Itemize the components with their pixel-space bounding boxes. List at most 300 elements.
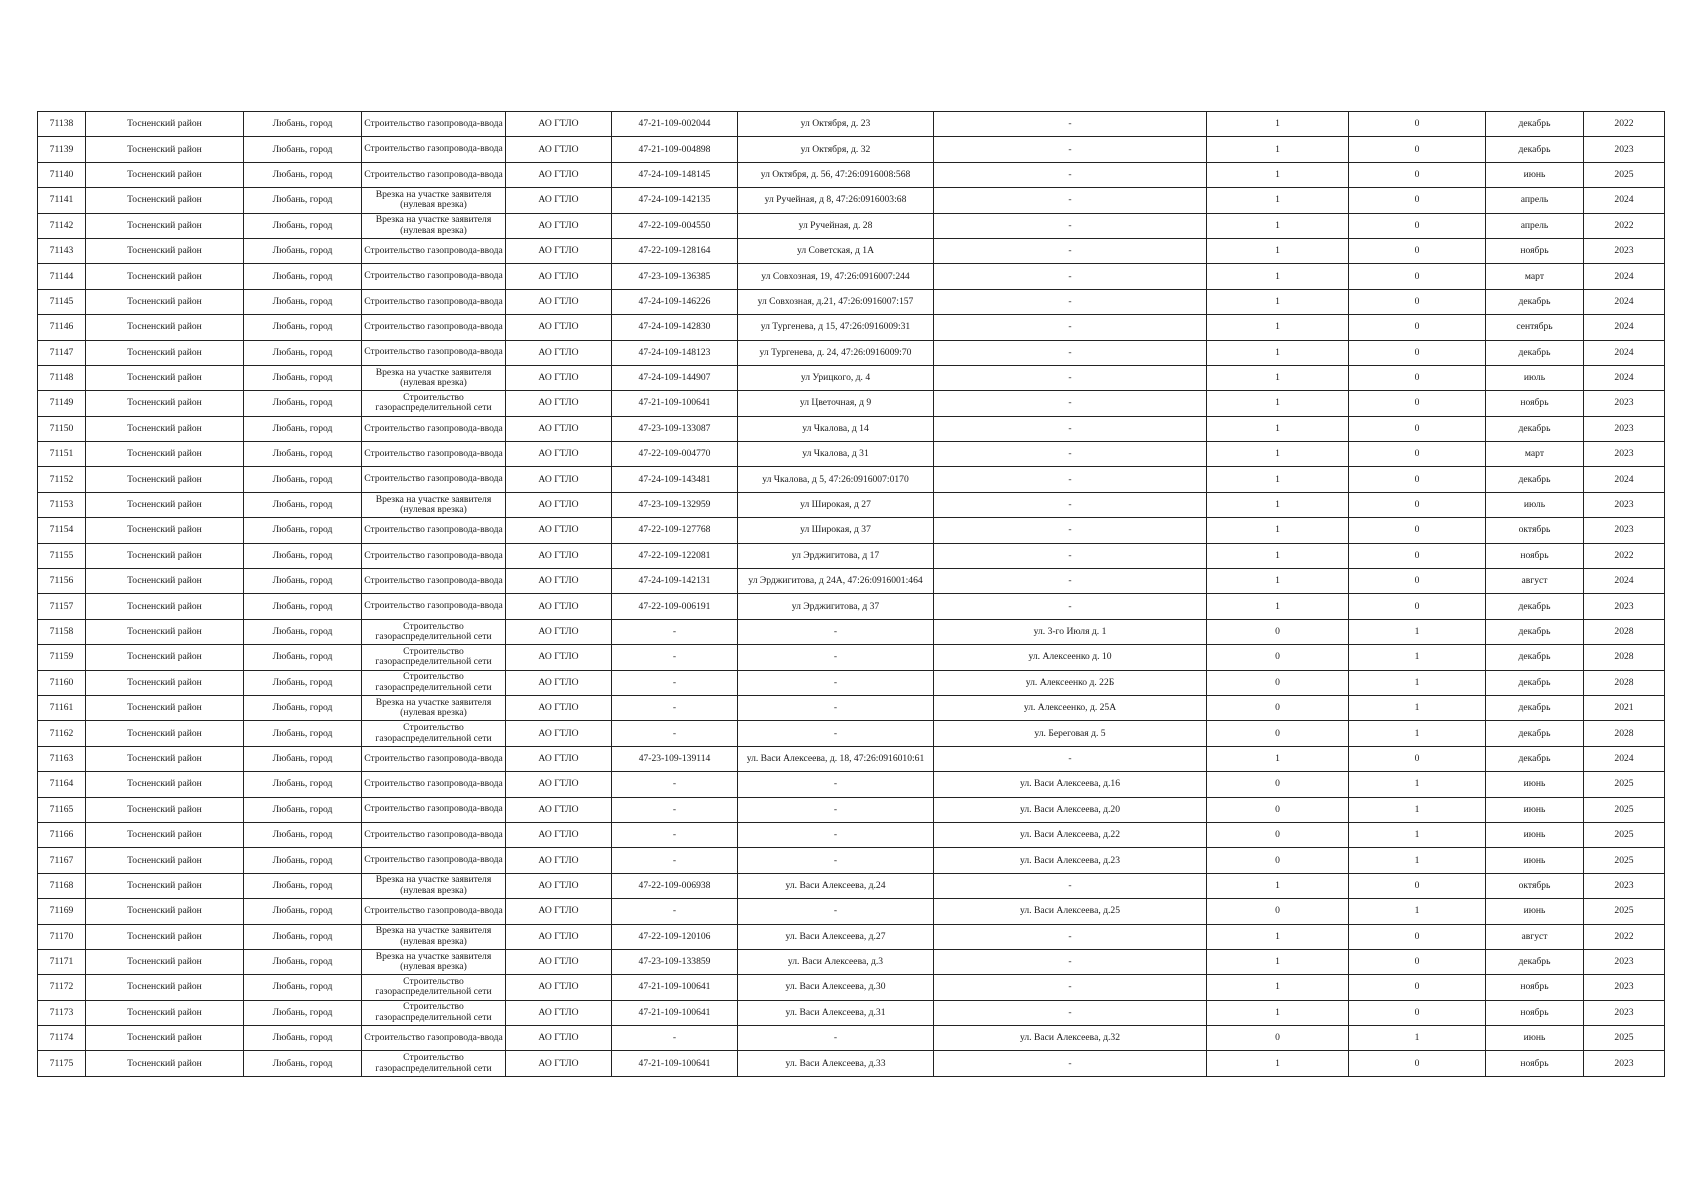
- count-a-cell: 1: [1207, 188, 1349, 213]
- registry-number-cell: 47-21-109-002044: [612, 112, 738, 137]
- year-cell: 2024: [1584, 569, 1665, 594]
- work-type-cell: Врезка на участке заявителя (нулевая врезка): [362, 188, 506, 213]
- table-row: [38, 264, 1665, 289]
- table-row: [38, 772, 1665, 797]
- applicant-address-cell: ул Широкая, д 37: [738, 518, 934, 543]
- count-b-cell: 0: [1349, 315, 1486, 340]
- registry-number-cell: 47-22-109-006938: [612, 873, 738, 898]
- work-type-cell: Строительство газопровода-ввода: [362, 315, 506, 340]
- month-cell: ноябрь: [1486, 1000, 1584, 1025]
- organization-cell: АО ГТЛО: [506, 924, 612, 949]
- work-type-cell: Строительство газопровода-ввода: [362, 848, 506, 873]
- count-a-cell: 0: [1207, 619, 1349, 644]
- month-cell: июнь: [1486, 797, 1584, 822]
- count-a-cell: 0: [1207, 695, 1349, 720]
- row-number-cell: 71143: [38, 238, 86, 263]
- month-cell: декабрь: [1486, 645, 1584, 670]
- year-cell: 2023: [1584, 416, 1665, 441]
- table-row: [38, 365, 1665, 390]
- applicant-address-cell: -: [738, 822, 934, 847]
- year-cell: 2023: [1584, 518, 1665, 543]
- settlement-cell: Любань, город: [244, 772, 362, 797]
- network-address-cell: -: [934, 467, 1207, 492]
- district-cell: Тосненский район: [86, 746, 244, 771]
- registry-number-cell: 47-24-109-142135: [612, 188, 738, 213]
- applicant-address-cell: -: [738, 670, 934, 695]
- year-cell: 2025: [1584, 162, 1665, 187]
- settlement-cell: Любань, город: [244, 569, 362, 594]
- year-cell: 2024: [1584, 188, 1665, 213]
- district-cell: Тосненский район: [86, 467, 244, 492]
- organization-cell: АО ГТЛО: [506, 569, 612, 594]
- count-a-cell: 0: [1207, 645, 1349, 670]
- network-address-cell: -: [934, 238, 1207, 263]
- network-address-cell: ул. 3-го Июля д. 1: [934, 619, 1207, 644]
- work-type-cell: Строительство газораспределительной сети: [362, 1051, 506, 1076]
- row-number-cell: 71153: [38, 492, 86, 517]
- district-cell: Тосненский район: [86, 594, 244, 619]
- network-address-cell: -: [934, 112, 1207, 137]
- count-a-cell: 1: [1207, 1000, 1349, 1025]
- table-row: [38, 594, 1665, 619]
- year-cell: 2022: [1584, 543, 1665, 568]
- applicant-address-cell: -: [738, 848, 934, 873]
- district-cell: Тосненский район: [86, 416, 244, 441]
- organization-cell: АО ГТЛО: [506, 467, 612, 492]
- table-row: [38, 238, 1665, 263]
- count-a-cell: 1: [1207, 746, 1349, 771]
- settlement-cell: Любань, город: [244, 264, 362, 289]
- settlement-cell: Любань, город: [244, 899, 362, 924]
- work-type-cell: Строительство газопровода-ввода: [362, 416, 506, 441]
- settlement-cell: Любань, город: [244, 594, 362, 619]
- row-number-cell: 71154: [38, 518, 86, 543]
- organization-cell: АО ГТЛО: [506, 416, 612, 441]
- count-a-cell: 0: [1207, 721, 1349, 746]
- district-cell: Тосненский район: [86, 442, 244, 467]
- count-b-cell: 0: [1349, 238, 1486, 263]
- count-a-cell: 1: [1207, 315, 1349, 340]
- row-number-cell: 71158: [38, 619, 86, 644]
- row-number-cell: 71166: [38, 822, 86, 847]
- registry-number-cell: 47-21-109-004898: [612, 137, 738, 162]
- registry-number-cell: 47-24-109-142830: [612, 315, 738, 340]
- settlement-cell: Любань, город: [244, 416, 362, 441]
- work-type-cell: Строительство газораспределительной сети: [362, 721, 506, 746]
- row-number-cell: 71175: [38, 1051, 86, 1076]
- organization-cell: АО ГТЛО: [506, 848, 612, 873]
- district-cell: Тосненский район: [86, 975, 244, 1000]
- applicant-address-cell: ул Чкалова, д 14: [738, 416, 934, 441]
- month-cell: июнь: [1486, 772, 1584, 797]
- applicant-address-cell: ул Совхозная, 19, 47:26:0916007:244: [738, 264, 934, 289]
- month-cell: август: [1486, 924, 1584, 949]
- applicant-address-cell: ул Октября, д. 56, 47:26:0916008:568: [738, 162, 934, 187]
- table-row: [38, 1051, 1665, 1076]
- district-cell: Тосненский район: [86, 797, 244, 822]
- data-table: [37, 111, 1665, 1077]
- work-type-cell: Врезка на участке заявителя (нулевая врезка): [362, 695, 506, 720]
- registry-number-cell: 47-22-109-122081: [612, 543, 738, 568]
- network-address-cell: -: [934, 289, 1207, 314]
- district-cell: Тосненский район: [86, 899, 244, 924]
- network-address-cell: -: [934, 746, 1207, 771]
- organization-cell: АО ГТЛО: [506, 797, 612, 822]
- applicant-address-cell: ул Широкая, д 27: [738, 492, 934, 517]
- district-cell: Тосненский район: [86, 315, 244, 340]
- count-a-cell: 1: [1207, 1051, 1349, 1076]
- settlement-cell: Любань, город: [244, 848, 362, 873]
- settlement-cell: Любань, город: [244, 949, 362, 974]
- row-number-cell: 71157: [38, 594, 86, 619]
- network-address-cell: ул. Васи Алексеева, д.20: [934, 797, 1207, 822]
- network-address-cell: -: [934, 924, 1207, 949]
- organization-cell: АО ГТЛО: [506, 1051, 612, 1076]
- registry-number-cell: 47-24-109-144907: [612, 365, 738, 390]
- month-cell: июнь: [1486, 822, 1584, 847]
- table-row: [38, 746, 1665, 771]
- settlement-cell: Любань, город: [244, 137, 362, 162]
- district-cell: Тосненский район: [86, 213, 244, 238]
- count-a-cell: 0: [1207, 848, 1349, 873]
- work-type-cell: Врезка на участке заявителя (нулевая врезка): [362, 949, 506, 974]
- applicant-address-cell: -: [738, 797, 934, 822]
- row-number-cell: 71171: [38, 949, 86, 974]
- applicant-address-cell: ул. Васи Алексеева, д.24: [738, 873, 934, 898]
- settlement-cell: Любань, город: [244, 695, 362, 720]
- row-number-cell: 71148: [38, 365, 86, 390]
- organization-cell: АО ГТЛО: [506, 340, 612, 365]
- network-address-cell: -: [934, 391, 1207, 416]
- settlement-cell: Любань, город: [244, 518, 362, 543]
- count-a-cell: 1: [1207, 949, 1349, 974]
- organization-cell: АО ГТЛО: [506, 975, 612, 1000]
- month-cell: сентябрь: [1486, 315, 1584, 340]
- work-type-cell: Строительство газопровода-ввода: [362, 746, 506, 771]
- row-number-cell: 71163: [38, 746, 86, 771]
- registry-number-cell: -: [612, 1026, 738, 1051]
- organization-cell: АО ГТЛО: [506, 162, 612, 187]
- count-a-cell: 1: [1207, 569, 1349, 594]
- work-type-cell: Врезка на участке заявителя (нулевая врезка): [362, 492, 506, 517]
- district-cell: Тосненский район: [86, 721, 244, 746]
- year-cell: 2025: [1584, 797, 1665, 822]
- registry-number-cell: 47-24-109-148123: [612, 340, 738, 365]
- settlement-cell: Любань, город: [244, 619, 362, 644]
- count-b-cell: 0: [1349, 188, 1486, 213]
- settlement-cell: Любань, город: [244, 340, 362, 365]
- settlement-cell: Любань, город: [244, 365, 362, 390]
- organization-cell: АО ГТЛО: [506, 873, 612, 898]
- registry-number-cell: -: [612, 670, 738, 695]
- district-cell: Тосненский район: [86, 924, 244, 949]
- organization-cell: АО ГТЛО: [506, 315, 612, 340]
- count-b-cell: 0: [1349, 949, 1486, 974]
- count-b-cell: 1: [1349, 899, 1486, 924]
- applicant-address-cell: -: [738, 1026, 934, 1051]
- year-cell: 2024: [1584, 289, 1665, 314]
- count-b-cell: 1: [1349, 1026, 1486, 1051]
- registry-number-cell: 47-22-109-006191: [612, 594, 738, 619]
- district-cell: Тосненский район: [86, 569, 244, 594]
- network-address-cell: ул. Береговая д. 5: [934, 721, 1207, 746]
- settlement-cell: Любань, город: [244, 924, 362, 949]
- applicant-address-cell: ул. Васи Алексеева, д.31: [738, 1000, 934, 1025]
- organization-cell: АО ГТЛО: [506, 1000, 612, 1025]
- table-row: [38, 315, 1665, 340]
- table-row: [38, 975, 1665, 1000]
- count-b-cell: 1: [1349, 772, 1486, 797]
- work-type-cell: Строительство газопровода-ввода: [362, 569, 506, 594]
- month-cell: ноябрь: [1486, 975, 1584, 1000]
- registry-number-cell: 47-21-109-100641: [612, 1051, 738, 1076]
- organization-cell: АО ГТЛО: [506, 213, 612, 238]
- count-b-cell: 1: [1349, 797, 1486, 822]
- count-b-cell: 1: [1349, 695, 1486, 720]
- organization-cell: АО ГТЛО: [506, 899, 612, 924]
- network-address-cell: ул. Алексеенко д. 22Б: [934, 670, 1207, 695]
- month-cell: декабрь: [1486, 949, 1584, 974]
- organization-cell: АО ГТЛО: [506, 365, 612, 390]
- organization-cell: АО ГТЛО: [506, 594, 612, 619]
- work-type-cell: Строительство газопровода-ввода: [362, 238, 506, 263]
- count-b-cell: 0: [1349, 137, 1486, 162]
- applicant-address-cell: ул. Васи Алексеева, д.33: [738, 1051, 934, 1076]
- table-row: [38, 162, 1665, 187]
- network-address-cell: -: [934, 162, 1207, 187]
- registry-number-cell: 47-22-109-004550: [612, 213, 738, 238]
- table-row: [38, 442, 1665, 467]
- network-address-cell: -: [934, 416, 1207, 441]
- count-a-cell: 1: [1207, 492, 1349, 517]
- network-address-cell: -: [934, 543, 1207, 568]
- count-b-cell: 0: [1349, 112, 1486, 137]
- network-address-cell: ул. Алексеенко д. 10: [934, 645, 1207, 670]
- month-cell: ноябрь: [1486, 391, 1584, 416]
- district-cell: Тосненский район: [86, 112, 244, 137]
- work-type-cell: Строительство газораспределительной сети: [362, 391, 506, 416]
- month-cell: декабрь: [1486, 416, 1584, 441]
- year-cell: 2025: [1584, 899, 1665, 924]
- applicant-address-cell: ул Цветочная, д 9: [738, 391, 934, 416]
- count-b-cell: 0: [1349, 442, 1486, 467]
- district-cell: Тосненский район: [86, 772, 244, 797]
- work-type-cell: Строительство газопровода-ввода: [362, 797, 506, 822]
- count-a-cell: 1: [1207, 873, 1349, 898]
- settlement-cell: Любань, город: [244, 162, 362, 187]
- district-cell: Тосненский район: [86, 289, 244, 314]
- work-type-cell: Строительство газопровода-ввода: [362, 518, 506, 543]
- row-number-cell: 71144: [38, 264, 86, 289]
- work-type-cell: Строительство газопровода-ввода: [362, 162, 506, 187]
- row-number-cell: 71141: [38, 188, 86, 213]
- work-type-cell: Строительство газопровода-ввода: [362, 340, 506, 365]
- count-b-cell: 1: [1349, 822, 1486, 847]
- district-cell: Тосненский район: [86, 645, 244, 670]
- year-cell: 2025: [1584, 822, 1665, 847]
- district-cell: Тосненский район: [86, 822, 244, 847]
- settlement-cell: Любань, город: [244, 746, 362, 771]
- table-row: [38, 416, 1665, 441]
- year-cell: 2028: [1584, 645, 1665, 670]
- network-address-cell: -: [934, 975, 1207, 1000]
- organization-cell: АО ГТЛО: [506, 1026, 612, 1051]
- organization-cell: АО ГТЛО: [506, 949, 612, 974]
- organization-cell: АО ГТЛО: [506, 137, 612, 162]
- count-a-cell: 0: [1207, 899, 1349, 924]
- count-b-cell: 0: [1349, 975, 1486, 1000]
- year-cell: 2028: [1584, 670, 1665, 695]
- row-number-cell: 71162: [38, 721, 86, 746]
- organization-cell: АО ГТЛО: [506, 746, 612, 771]
- settlement-cell: Любань, город: [244, 645, 362, 670]
- month-cell: ноябрь: [1486, 1051, 1584, 1076]
- year-cell: 2022: [1584, 112, 1665, 137]
- work-type-cell: Строительство газораспределительной сети: [362, 670, 506, 695]
- registry-number-cell: -: [612, 772, 738, 797]
- year-cell: 2025: [1584, 1026, 1665, 1051]
- applicant-address-cell: ул. Васи Алексеева, д.3: [738, 949, 934, 974]
- count-b-cell: 0: [1349, 467, 1486, 492]
- month-cell: июнь: [1486, 848, 1584, 873]
- year-cell: 2025: [1584, 772, 1665, 797]
- settlement-cell: Любань, город: [244, 238, 362, 263]
- year-cell: 2025: [1584, 848, 1665, 873]
- organization-cell: АО ГТЛО: [506, 721, 612, 746]
- count-a-cell: 0: [1207, 822, 1349, 847]
- count-a-cell: 1: [1207, 442, 1349, 467]
- district-cell: Тосненский район: [86, 492, 244, 517]
- network-address-cell: -: [934, 264, 1207, 289]
- month-cell: декабрь: [1486, 670, 1584, 695]
- registry-number-cell: 47-24-109-142131: [612, 569, 738, 594]
- organization-cell: АО ГТЛО: [506, 518, 612, 543]
- district-cell: Тосненский район: [86, 670, 244, 695]
- organization-cell: АО ГТЛО: [506, 772, 612, 797]
- settlement-cell: Любань, город: [244, 670, 362, 695]
- table-row: [38, 721, 1665, 746]
- count-b-cell: 1: [1349, 645, 1486, 670]
- district-cell: Тосненский район: [86, 695, 244, 720]
- applicant-address-cell: ул Эрджигитова, д 37: [738, 594, 934, 619]
- applicant-address-cell: -: [738, 695, 934, 720]
- network-address-cell: -: [934, 188, 1207, 213]
- registry-number-cell: -: [612, 848, 738, 873]
- row-number-cell: 71172: [38, 975, 86, 1000]
- network-address-cell: -: [934, 492, 1207, 517]
- organization-cell: АО ГТЛО: [506, 695, 612, 720]
- month-cell: апрель: [1486, 188, 1584, 213]
- month-cell: декабрь: [1486, 619, 1584, 644]
- network-address-cell: -: [934, 518, 1207, 543]
- count-b-cell: 0: [1349, 416, 1486, 441]
- district-cell: Тосненский район: [86, 1026, 244, 1051]
- row-number-cell: 71174: [38, 1026, 86, 1051]
- settlement-cell: Любань, город: [244, 1051, 362, 1076]
- work-type-cell: Строительство газораспределительной сети: [362, 619, 506, 644]
- registry-number-cell: 47-21-109-100641: [612, 1000, 738, 1025]
- count-a-cell: 0: [1207, 1026, 1349, 1051]
- registry-number-cell: 47-23-109-136385: [612, 264, 738, 289]
- organization-cell: АО ГТЛО: [506, 289, 612, 314]
- row-number-cell: 71168: [38, 873, 86, 898]
- network-address-cell: -: [934, 569, 1207, 594]
- applicant-address-cell: ул Ручейная, д. 28: [738, 213, 934, 238]
- month-cell: декабрь: [1486, 112, 1584, 137]
- applicant-address-cell: ул Ручейная, д 8, 47:26:0916003:68: [738, 188, 934, 213]
- work-type-cell: Строительство газопровода-ввода: [362, 772, 506, 797]
- year-cell: 2023: [1584, 1000, 1665, 1025]
- settlement-cell: Любань, город: [244, 797, 362, 822]
- applicant-address-cell: ул. Васи Алексеева, д.30: [738, 975, 934, 1000]
- month-cell: июнь: [1486, 899, 1584, 924]
- registry-number-cell: -: [612, 797, 738, 822]
- network-address-cell: -: [934, 1000, 1207, 1025]
- year-cell: 2028: [1584, 721, 1665, 746]
- applicant-address-cell: ул Эрджигитова, д 24А, 47:26:0916001:464: [738, 569, 934, 594]
- count-b-cell: 0: [1349, 873, 1486, 898]
- count-a-cell: 1: [1207, 391, 1349, 416]
- settlement-cell: Любань, город: [244, 391, 362, 416]
- network-address-cell: -: [934, 213, 1207, 238]
- count-a-cell: 1: [1207, 467, 1349, 492]
- registry-number-cell: 47-21-109-100641: [612, 975, 738, 1000]
- organization-cell: АО ГТЛО: [506, 670, 612, 695]
- work-type-cell: Строительство газопровода-ввода: [362, 289, 506, 314]
- count-b-cell: 0: [1349, 365, 1486, 390]
- row-number-cell: 71159: [38, 645, 86, 670]
- count-a-cell: 1: [1207, 289, 1349, 314]
- count-b-cell: 0: [1349, 594, 1486, 619]
- row-number-cell: 71155: [38, 543, 86, 568]
- row-number-cell: 71145: [38, 289, 86, 314]
- network-address-cell: -: [934, 873, 1207, 898]
- table-row: [38, 695, 1665, 720]
- network-address-cell: ул. Алексеенко, д. 25А: [934, 695, 1207, 720]
- count-b-cell: 0: [1349, 1000, 1486, 1025]
- registry-number-cell: -: [612, 645, 738, 670]
- table-row: [38, 518, 1665, 543]
- applicant-address-cell: ул Эрджигитова, д 17: [738, 543, 934, 568]
- organization-cell: АО ГТЛО: [506, 492, 612, 517]
- year-cell: 2024: [1584, 467, 1665, 492]
- count-a-cell: 1: [1207, 543, 1349, 568]
- count-b-cell: 0: [1349, 340, 1486, 365]
- year-cell: 2022: [1584, 213, 1665, 238]
- count-b-cell: 1: [1349, 670, 1486, 695]
- table-row: [38, 1026, 1665, 1051]
- applicant-address-cell: ул. Васи Алексеева, д. 18, 47:26:0916010:61: [738, 746, 934, 771]
- count-a-cell: 1: [1207, 137, 1349, 162]
- year-cell: 2023: [1584, 1051, 1665, 1076]
- count-b-cell: 0: [1349, 1051, 1486, 1076]
- count-b-cell: 0: [1349, 569, 1486, 594]
- work-type-cell: Строительство газораспределительной сети: [362, 645, 506, 670]
- registry-number-cell: 47-24-109-146226: [612, 289, 738, 314]
- count-b-cell: 0: [1349, 518, 1486, 543]
- month-cell: декабрь: [1486, 746, 1584, 771]
- work-type-cell: Строительство газораспределительной сети: [362, 1000, 506, 1025]
- table-row: [38, 289, 1665, 314]
- registry-number-cell: -: [612, 619, 738, 644]
- year-cell: 2022: [1584, 924, 1665, 949]
- applicant-address-cell: -: [738, 772, 934, 797]
- row-number-cell: 71152: [38, 467, 86, 492]
- applicant-address-cell: ул Советская, д 1А: [738, 238, 934, 263]
- applicant-address-cell: ул Совхозная, д.21, 47:26:0916007:157: [738, 289, 934, 314]
- applicant-address-cell: ул Октября, д. 32: [738, 137, 934, 162]
- district-cell: Тосненский район: [86, 1051, 244, 1076]
